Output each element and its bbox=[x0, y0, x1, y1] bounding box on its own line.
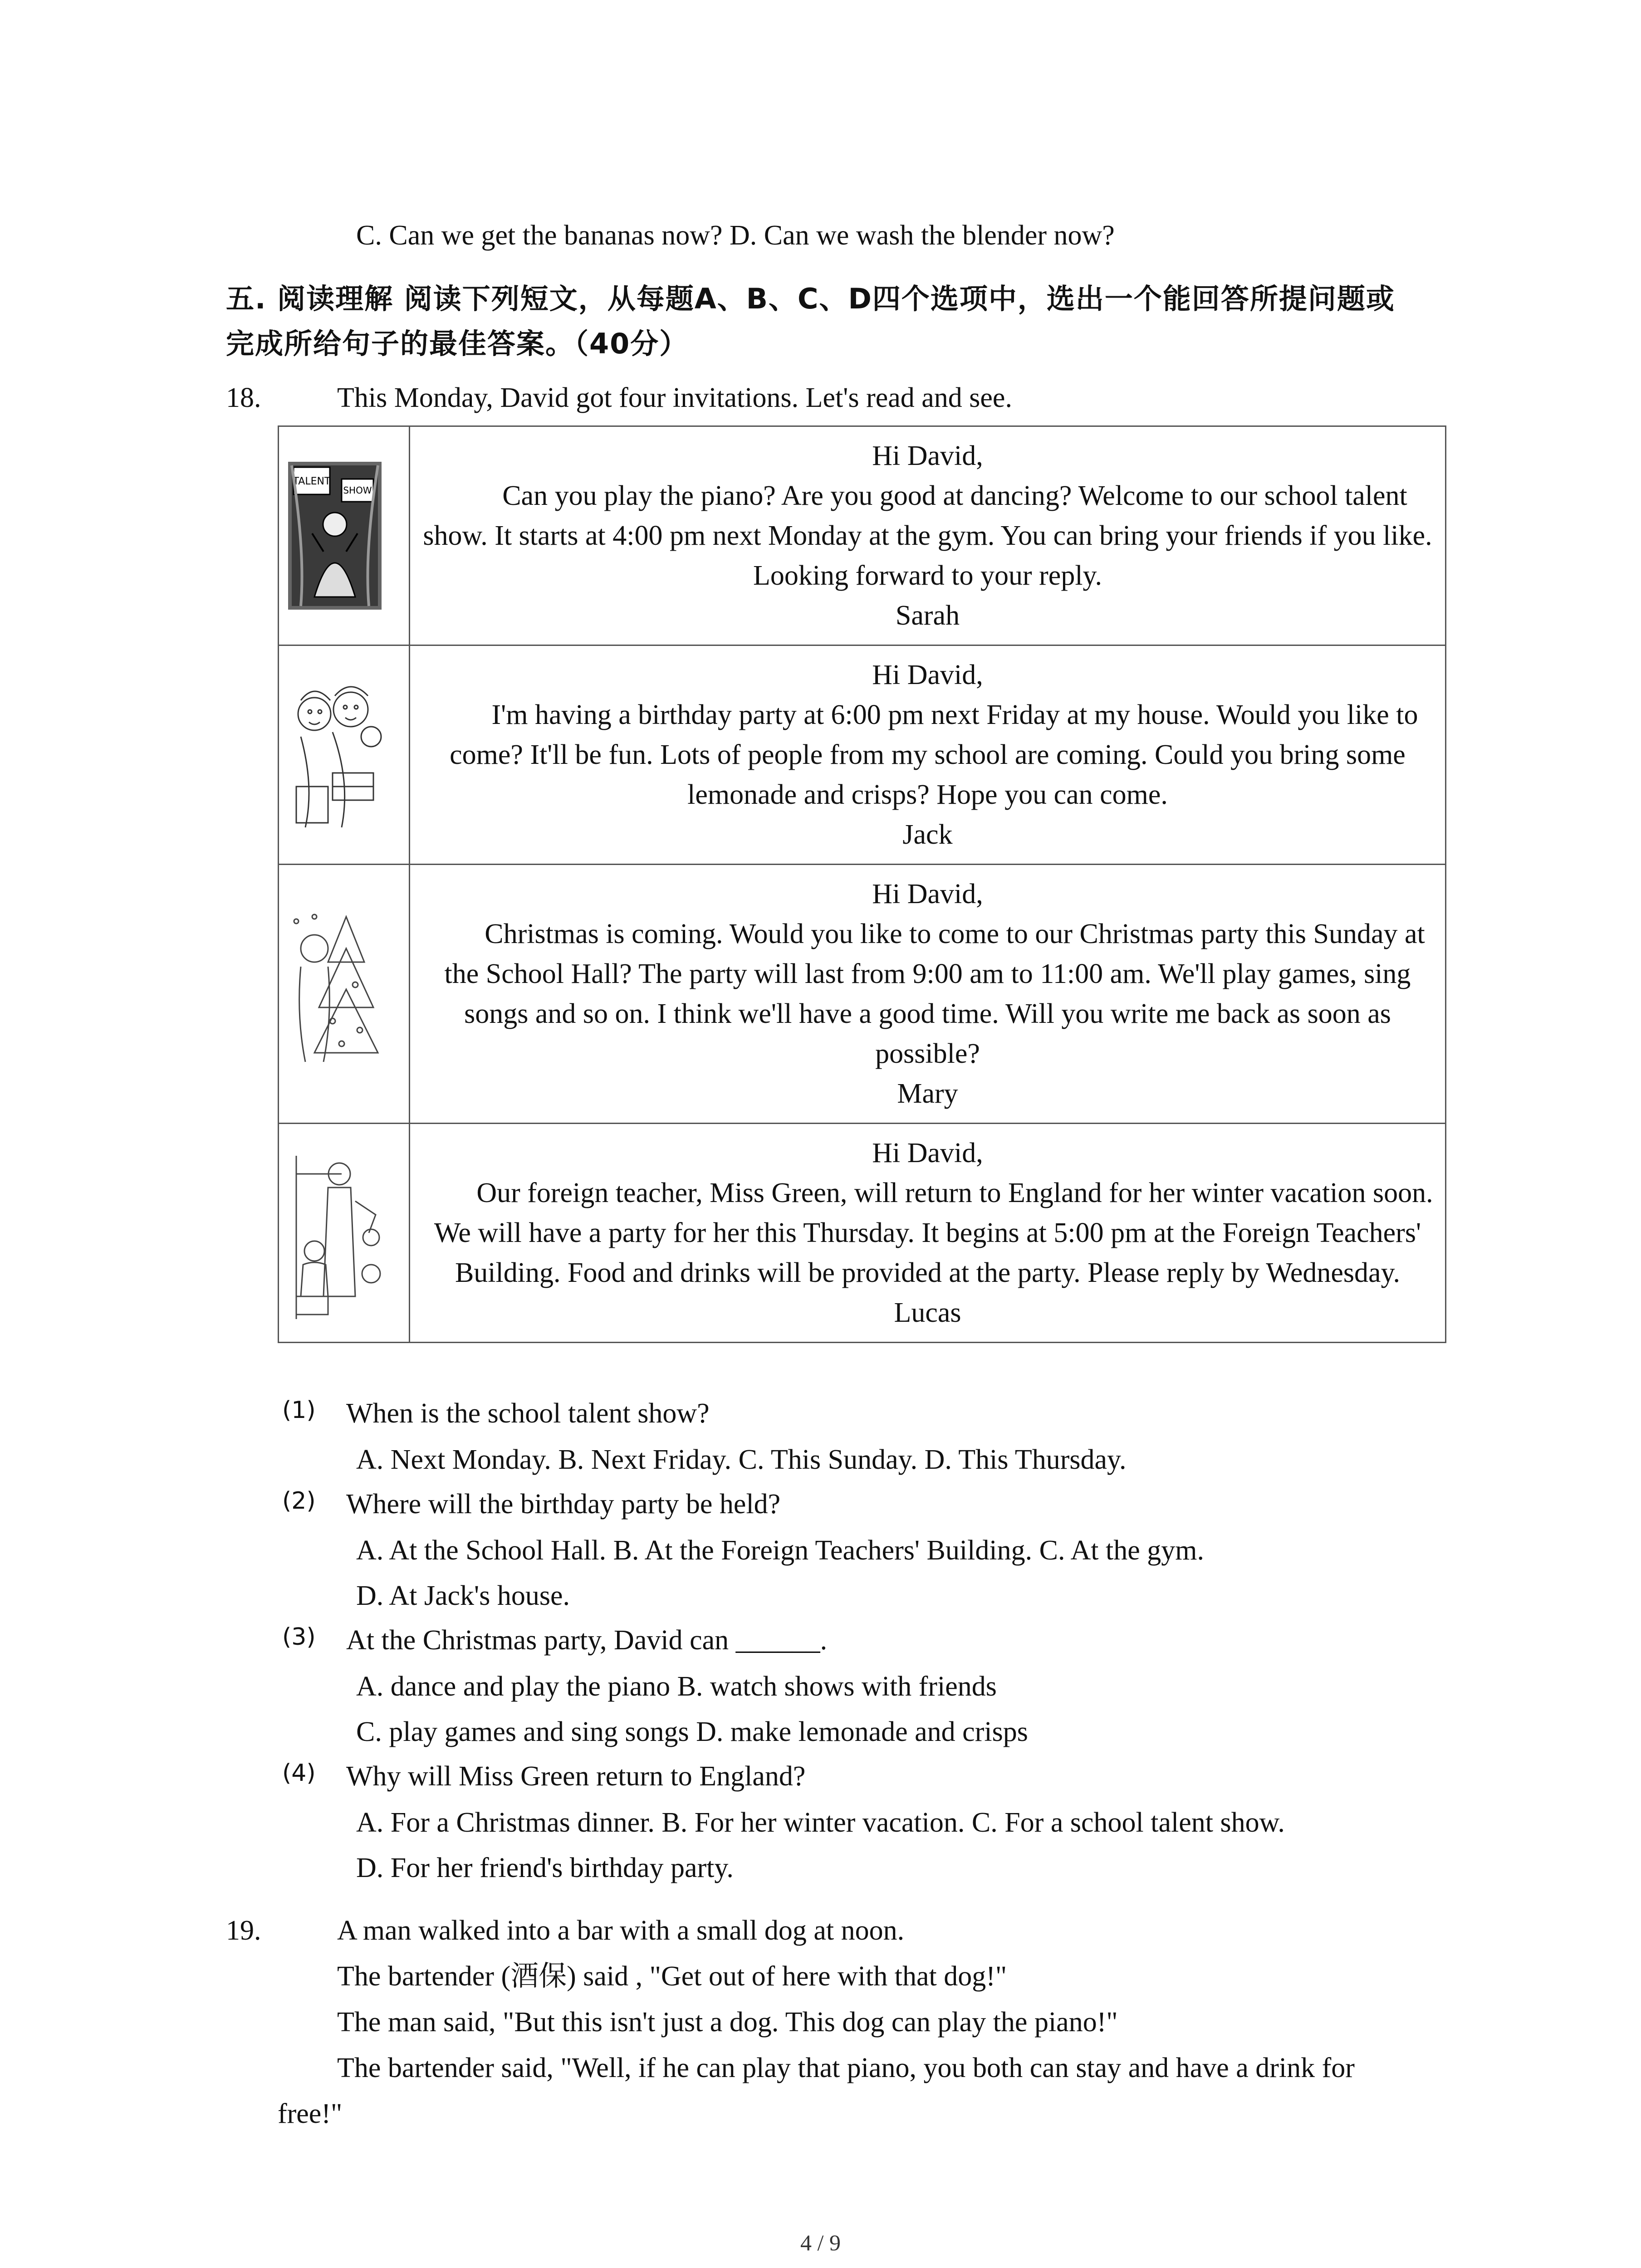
passage-line: The bartender said, "Well, if he can play that piano, you both can stay and have a drink for bbox=[337, 2053, 1355, 2083]
invitation-body: Our foreign teacher, Miss Green, will return to England for her winter vacation soon. We will have a party for her this Thursday. It begins at 5:00 pm at the Foreign Teachers' Building. Food and drinks will be provided at the party. Please reply by Wednesday. bbox=[434, 1178, 1433, 1288]
invitation-text-cell bbox=[410, 645, 1446, 865]
answer-options: A. Next Monday. B. Next Friday. C. This Sunday. D. This Thursday. bbox=[356, 1444, 1127, 1475]
answer-options: A. At the School Hall. B. At the Foreign Teachers' Building. C. At the gym. bbox=[356, 1535, 1204, 1566]
passage-line: free!" bbox=[278, 2098, 343, 2129]
invitation-body: Can you play the piano? Are you good at dancing? Welcome to our school talent show. It starts at 4:00 pm next Monday at the gym. You can bring your friends if you like. Looking forward to your reply. bbox=[423, 480, 1432, 591]
sub-question-number: (3) bbox=[282, 1623, 316, 1651]
show-label: SHOW bbox=[343, 485, 372, 496]
invitation-row bbox=[279, 865, 1446, 1124]
sub-question-number: (4) bbox=[282, 1760, 316, 1787]
invitation-text-cell bbox=[410, 426, 1446, 645]
invitation-row bbox=[279, 1124, 1446, 1343]
invitation-picture-cell bbox=[279, 1124, 410, 1343]
invitation-row bbox=[279, 645, 1446, 865]
invitation-greeting: Hi David, bbox=[872, 440, 983, 471]
invitation-signature: Sarah bbox=[895, 600, 960, 631]
answer-options: D. For her friend's birthday party. bbox=[356, 1853, 734, 1883]
invitation-signature: Lucas bbox=[894, 1297, 961, 1328]
passage-line: The man said, "But this isn't just a dog. This dog can play the piano!" bbox=[337, 2007, 1118, 2038]
invitation-greeting: Hi David, bbox=[872, 660, 983, 690]
invitation-picture-cell bbox=[279, 426, 410, 645]
invitations-table bbox=[278, 425, 1446, 1343]
teacher-farewell-illustration-icon bbox=[287, 1147, 382, 1319]
invitation-greeting: Hi David, bbox=[872, 1138, 983, 1168]
invitation-text-cell bbox=[410, 865, 1446, 1124]
previous-question-options: C. Can we get the bananas now? D. Can we wash the blender now? bbox=[356, 220, 1115, 251]
passage-line: The bartender (酒保) said , "Get out of here with that dog!" bbox=[337, 1961, 1007, 1992]
answer-options: D. At Jack's house. bbox=[356, 1580, 570, 1611]
question-18-intro: This Monday, David got four invitations. Let's read and see. bbox=[337, 382, 1012, 413]
invitation-signature: Mary bbox=[897, 1078, 958, 1109]
passage-line: A man walked into a bar with a small dog at noon. bbox=[337, 1915, 905, 1946]
question-number-18: 18. bbox=[226, 382, 261, 413]
talent-label: TALENT bbox=[293, 476, 331, 487]
page-number: 4 / 9 bbox=[800, 2230, 841, 2255]
christmas-party-illustration-icon bbox=[287, 908, 382, 1080]
birthday-party-illustration-icon bbox=[287, 673, 382, 836]
sub-question-number: (2) bbox=[282, 1487, 316, 1515]
section-heading-line1: 五. 阅读理解 阅读下列短文，从每题A、B、C、D四个选项中，选出一个能回答所提问题或 bbox=[226, 282, 1395, 315]
invitation-body: Christmas is coming. Would you like to come to our Christmas party this Sunday at the School Hall? The party will last from 9:00 am to 11:00 am. We'll play games, sing songs and so on. I think we'll have a good time. Will you write me back as soon as possible? bbox=[444, 919, 1425, 1069]
invitation-body: I'm having a birthday party at 6:00 pm next Friday at my house. Would you like to come? It'll be fun. Lots of people from my school are coming. Could you bring some lemonade and crisps? Hope you can come. bbox=[450, 699, 1418, 810]
sub-question-stem: At the Christmas party, David can ______. bbox=[346, 1625, 828, 1656]
section-heading-line2: 完成所给句子的最佳答案。（40分） bbox=[226, 327, 689, 360]
answer-options: A. dance and play the piano B. watch shows with friends bbox=[356, 1671, 997, 1702]
invitation-picture-cell bbox=[279, 865, 410, 1124]
sub-question-stem: Where will the birthday party be held? bbox=[346, 1489, 781, 1520]
question-number-19: 19. bbox=[226, 1915, 261, 1946]
invitation-picture-cell bbox=[279, 645, 410, 865]
invitation-row bbox=[279, 426, 1446, 645]
sub-question-stem: When is the school talent show? bbox=[346, 1398, 710, 1429]
invitation-text-cell bbox=[410, 1124, 1446, 1343]
invitation-greeting: Hi David, bbox=[872, 879, 983, 909]
talent-show-illustration-icon bbox=[287, 461, 382, 611]
sub-question-number: (1) bbox=[282, 1397, 316, 1424]
answer-options: A. For a Christmas dinner. B. For her winter vacation. C. For a school talent show. bbox=[356, 1807, 1285, 1838]
sub-question-stem: Why will Miss Green return to England? bbox=[346, 1761, 806, 1792]
invitation-signature: Jack bbox=[902, 819, 953, 850]
answer-options: C. play games and sing songs D. make lemonade and crisps bbox=[356, 1716, 1028, 1747]
